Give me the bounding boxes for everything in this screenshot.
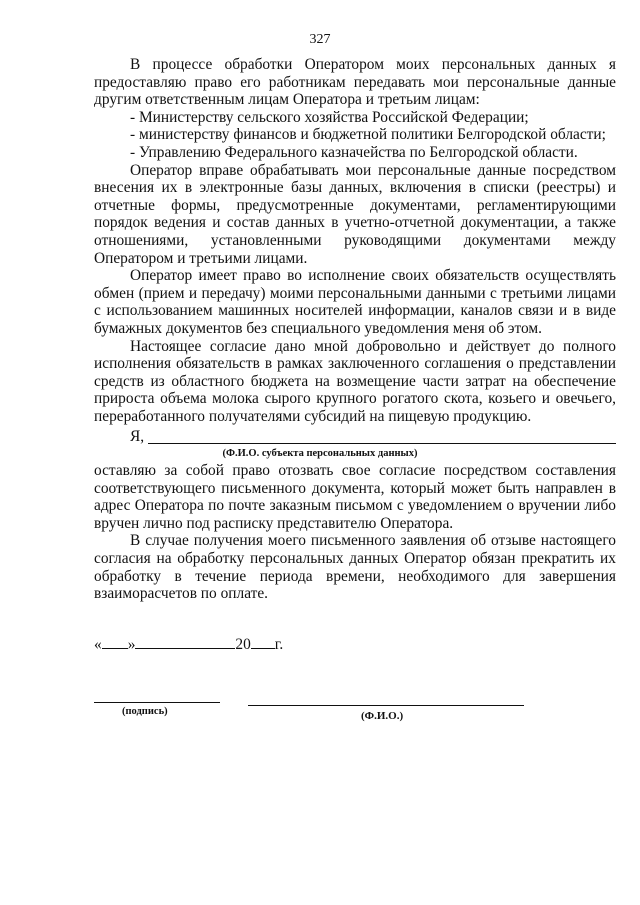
- list-item-ministry-finance: - министерству финансов и бюджетной политики Белгородской области;: [130, 126, 606, 144]
- list-item-treasury: - Управлению Федерального казначейства по Белгородской области.: [130, 143, 578, 161]
- signature-label: (подпись): [122, 706, 168, 717]
- year-field[interactable]: [251, 636, 275, 649]
- paragraph-withdraw-right: оставляю за собой право отозвать свое согласие посредством составления соответствующего письменного документа, который может быть направлен в адрес Оператора по почте заказным письмом с уведомлением о вручении либо вручен лично под расписку представителю Оператора.: [94, 462, 616, 532]
- subject-name-field[interactable]: [148, 443, 616, 444]
- paragraph-data-exchange: Оператор имеет право во исполнение своих обязательств осуществлять обмен (прием и передачу) моими персональными данными с третьими лицами с использованием машинных носителей информации, каналов связи и в виде бумажных документов без специального уведомления меня об этом.: [94, 267, 616, 337]
- signature-field[interactable]: [94, 702, 220, 703]
- year-prefix: 20: [235, 636, 251, 653]
- fio-caption: (Ф.И.О. субъекта персональных данных): [222, 448, 418, 459]
- paragraph-transfer-rights: В процессе обработки Оператором моих персональных данных я предоставляю право его работникам передавать мои персональные данные другим ответственным лицам Оператора и третьим лицам:: [94, 56, 616, 109]
- subject-name-line: [130, 428, 616, 446]
- day-field[interactable]: [102, 636, 128, 649]
- date-close-quote: »: [127, 636, 136, 653]
- date-line: [94, 636, 283, 654]
- paragraph-withdraw-consequence: В случае получения моего письменного заявления об отзыве настоящего согласия на обработку персональных данных Оператор обязан прекратить их обработку в течение периода времени, необходимого для завершения взаиморасчетов по оплате.: [94, 532, 616, 603]
- list-item-ministry-agriculture: - Министерству сельского хозяйства Российской Федерации;: [130, 108, 529, 126]
- ya-label: Я,: [130, 428, 145, 445]
- consent-text-block-2: [94, 462, 616, 603]
- month-field[interactable]: [135, 636, 235, 649]
- page-number: 327: [309, 32, 331, 47]
- consent-text-block: [94, 56, 616, 425]
- year-suffix: г.: [274, 636, 284, 653]
- paragraph-processing-rights: Оператор вправе обрабатывать мои персональные данные посредством внесения их в электронные базы данных, включения в списки (реестры) и отчетные формы, предусмотренные документами, регламентирующими порядок ведения и состав данных в учетно-отчетной документации, а также отношениями, установленными руководящими документами между Оператором и третьими лицами.: [94, 161, 616, 267]
- date-open-quote: «: [94, 636, 102, 653]
- signer-name-label: (Ф.И.О.): [361, 710, 404, 722]
- paragraph-consent-validity: Настоящее согласие дано мной добровольно и действует до полного исполнения обязательств в рамках заключенного соглашения о представлении средств из областного бюджета на возмещение части затрат на обеспечение прироста объема молока сырого крупного рогатого скота, козьего и овечьего, переработанного получателями субсидий на пищевую продукцию.: [94, 337, 616, 425]
- signer-name-field[interactable]: [248, 705, 524, 706]
